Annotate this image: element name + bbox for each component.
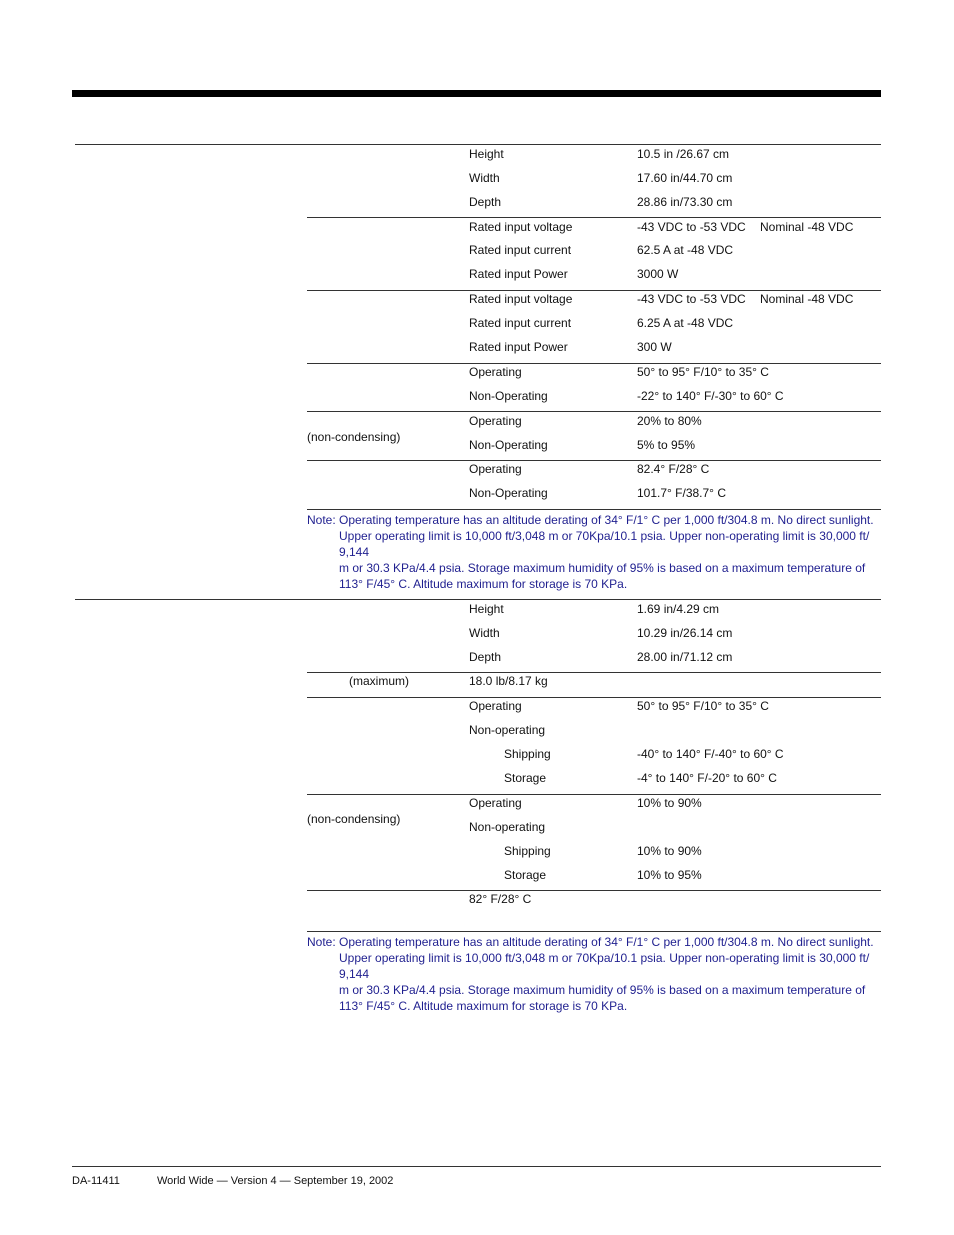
power-b-current-label: Rated input current: [469, 316, 572, 330]
power-a-current-label: Rated input current: [469, 243, 572, 257]
dim2-width-value: 10.29 in/26.14 cm: [637, 626, 733, 640]
section-2-rule: [75, 599, 881, 600]
temp-nonop-label: Non-Operating: [469, 389, 548, 403]
dim-height-value: 10.5 in /26.67 cm: [637, 147, 730, 161]
power-a-power-label: Rated input Power: [469, 267, 568, 281]
power-a-voltage-label: Rated input voltage: [469, 220, 573, 234]
humidity-op-label: Operating: [469, 414, 522, 428]
humidity2-shipping-value: 10% to 90%: [637, 844, 702, 858]
note-1: [307, 512, 882, 592]
note-line: Note: Operating temperature has an altitude derating of 34° F/1° C per 1,000 ft/304.8 m. No direct sunlight.: [307, 935, 874, 949]
humidity2-storage-value: 10% to 95%: [637, 868, 702, 882]
temp-op-value: 50° to 95° F/10° to 35° C: [637, 365, 769, 379]
weight-value: 18.0 lb/8.17 kg: [469, 674, 548, 688]
temp2-storage-label: Storage: [504, 771, 547, 785]
temp2-shipping-label: Shipping: [504, 747, 551, 761]
power-b-voltage-nominal: Nominal -48 VDC: [760, 292, 854, 306]
row-divider: [307, 290, 881, 291]
header-rule: [72, 90, 881, 97]
note-line: 113° F/45° C. Altitude maximum for storage is 70 KPa.: [339, 999, 628, 1013]
humidity2-qualifier: (non-condensing): [307, 812, 401, 826]
note-line: Upper operating limit is 10,000 ft/3,048 m or 70Kpa/10.1 psia. Upper non-operating limit is 30,000 ft/ 9,144: [339, 529, 870, 559]
humidity-qualifier: (non-condensing): [307, 430, 401, 444]
footer-rule: [72, 1166, 881, 1167]
dim-height-label: Height: [469, 147, 504, 161]
humidity2-op-label: Operating: [469, 796, 522, 810]
footer-version: World Wide — Version 4 — September 19, 2002: [157, 1175, 394, 1187]
power-b-voltage-value: -43 VDC to -53 VDC: [637, 292, 746, 306]
temp2-shipping-value: -40° to 140° F/-40° to 60° C: [637, 747, 784, 761]
weight-qualifier: (maximum): [349, 674, 409, 688]
wetbulb-nonop-value: 101.7° F/38.7° C: [637, 486, 726, 500]
dim-depth-label: Depth: [469, 195, 502, 209]
humidity-op-value: 20% to 80%: [637, 414, 702, 428]
dim2-height-value: 1.69 in/4.29 cm: [637, 602, 720, 616]
footer-doc-id: DA-11411: [72, 1175, 120, 1187]
humidity-nonop-value: 5% to 95%: [637, 438, 696, 452]
dim2-depth-label: Depth: [469, 650, 502, 664]
wetbulb2-value: 82° F/28° C: [469, 892, 532, 906]
humidity2-nonop-label: Non-operating: [469, 820, 546, 834]
temp2-nonop-label: Non-operating: [469, 723, 546, 737]
power-a-voltage-nominal: Nominal -48 VDC: [760, 220, 854, 234]
dim2-height-label: Height: [469, 602, 504, 616]
humidity2-shipping-label: Shipping: [504, 844, 551, 858]
row-divider: [307, 363, 881, 364]
dim-width-label: Width: [469, 171, 500, 185]
note-2: [307, 934, 882, 1014]
note-line: m or 30.3 KPa/4.4 psia. Storage maximum humidity of 95% is based on a maximum temperature of: [339, 983, 866, 997]
row-divider: [307, 890, 881, 891]
humidity-nonop-label: Non-Operating: [469, 438, 548, 452]
note-line: 113° F/45° C. Altitude maximum for storage is 70 KPa.: [339, 577, 628, 591]
temp2-storage-value: -4° to 140° F/-20° to 60° C: [637, 771, 777, 785]
row-divider: [307, 697, 881, 698]
power-b-power-label: Rated input Power: [469, 340, 568, 354]
wetbulb-nonop-label: Non-Operating: [469, 486, 548, 500]
row-divider: [307, 509, 881, 510]
dim-depth-value: 28.86 in/73.30 cm: [637, 195, 733, 209]
wetbulb-op-label: Operating: [469, 462, 522, 476]
row-divider: [307, 672, 881, 673]
humidity2-storage-label: Storage: [504, 868, 547, 882]
note-line: m or 30.3 KPa/4.4 psia. Storage maximum humidity of 95% is based on a maximum temperature of: [339, 561, 866, 575]
power-b-power-value: 300 W: [637, 340, 672, 354]
row-divider: [307, 931, 881, 932]
note-line: Note: Operating temperature has an altitude derating of 34° F/1° C per 1,000 ft/304.8 m. No direct sunlight.: [307, 513, 874, 527]
dim2-depth-value: 28.00 in/71.12 cm: [637, 650, 733, 664]
row-divider: [307, 411, 881, 412]
humidity2-op-value: 10% to 90%: [637, 796, 702, 810]
row-divider: [307, 460, 881, 461]
wetbulb-op-value: 82.4° F/28° C: [637, 462, 710, 476]
section-1-rule: [75, 144, 881, 145]
power-b-voltage-label: Rated input voltage: [469, 292, 573, 306]
power-a-power-value: 3000 W: [637, 267, 679, 281]
power-a-current-value: 62.5 A at -48 VDC: [637, 243, 734, 257]
temp-nonop-value: -22° to 140° F/-30° to 60° C: [637, 389, 784, 403]
temp2-op-value: 50° to 95° F/10° to 35° C: [637, 699, 769, 713]
row-divider: [307, 217, 881, 218]
power-a-voltage-value: -43 VDC to -53 VDC: [637, 220, 746, 234]
power-b-current-value: 6.25 A at -48 VDC: [637, 316, 734, 330]
temp2-op-label: Operating: [469, 699, 522, 713]
temp-op-label: Operating: [469, 365, 522, 379]
row-divider: [307, 794, 881, 795]
note-line: Upper operating limit is 10,000 ft/3,048 m or 70Kpa/10.1 psia. Upper non-operating limit is 30,000 ft/ 9,144: [339, 951, 870, 981]
dim2-width-label: Width: [469, 626, 500, 640]
dim-width-value: 17.60 in/44.70 cm: [637, 171, 733, 185]
